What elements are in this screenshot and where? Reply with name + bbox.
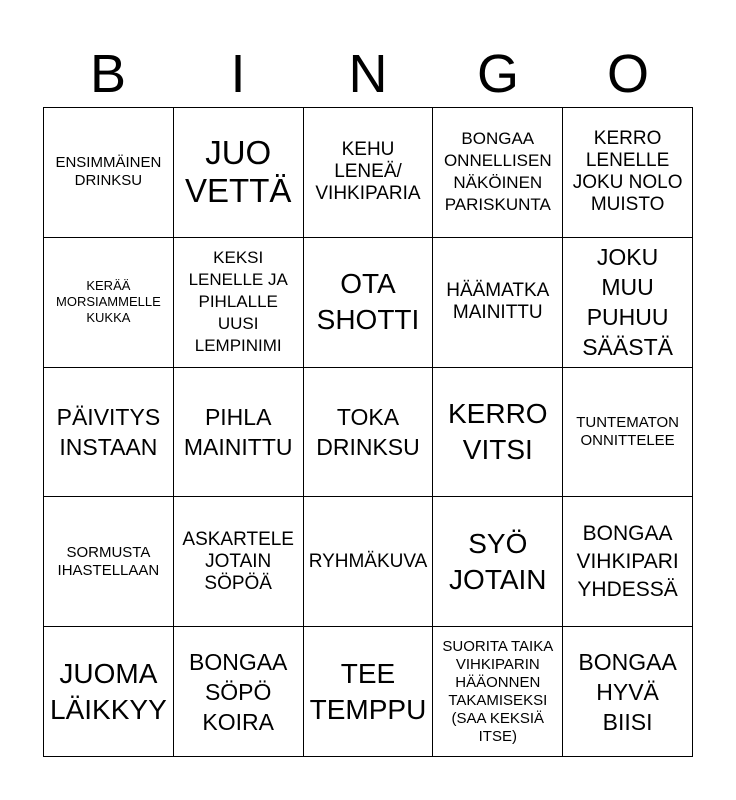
bingo-cell[interactable] xyxy=(304,627,434,757)
cell-text: OTA SHOTTI xyxy=(316,268,420,336)
cell-text: BONGAA VIHKIPARI YHDESSÄ xyxy=(576,521,679,601)
cell-text: ENSIMMÄINEN DRINKSU xyxy=(55,154,162,190)
cell-text: ASKARTELE JOTAIN SÖPÖÄ xyxy=(182,528,294,594)
bingo-cell[interactable] xyxy=(563,238,693,368)
bingo-cell[interactable] xyxy=(174,238,304,368)
bingo-cell[interactable] xyxy=(563,627,693,757)
bingo-cell[interactable] xyxy=(433,497,563,627)
cell-text: KEKSI LENELLE JA PIHLALLE UUSI LEMPINIMI xyxy=(188,248,288,356)
header-letter-n: N xyxy=(348,44,388,104)
bingo-header xyxy=(43,40,693,108)
cell-text: TUNTEMATON ONNITTELEE xyxy=(576,413,679,449)
cell-text: KERRO LENELLE JOKU NOLO MUISTO xyxy=(572,128,683,216)
bingo-cell[interactable] xyxy=(304,238,434,368)
cell-text: BONGAA SÖPÖ KOIRA xyxy=(188,648,288,735)
bingo-cell[interactable] xyxy=(433,238,563,368)
bingo-cell[interactable] xyxy=(563,368,693,498)
header-letter-g: G xyxy=(476,44,519,104)
bingo-cell[interactable] xyxy=(433,108,563,238)
cell-text: HÄÄMATKA MAINITTU xyxy=(446,280,550,324)
cell-text: KEHU LENEÄ/ VIHKIPARIA xyxy=(315,139,421,205)
header-letter-i: I xyxy=(230,44,246,104)
cell-text: SYÖ JOTAIN xyxy=(449,527,547,595)
cell-text: PIHLA MAINITTU xyxy=(183,403,293,460)
bingo-cell[interactable] xyxy=(433,627,563,757)
cell-text: KERÄÄ MORSIAMMELLE KUKKA xyxy=(56,278,161,326)
bingo-cell[interactable] xyxy=(433,368,563,498)
bingo-cell[interactable] xyxy=(44,627,174,757)
cell-text: JUOMA LÄIKKYY xyxy=(50,657,167,725)
bingo-cell[interactable] xyxy=(44,368,174,498)
bingo-cell[interactable] xyxy=(174,627,304,757)
bingo-cell[interactable] xyxy=(174,108,304,238)
cell-text: TOKA DRINKSU xyxy=(316,403,420,460)
bingo-cell[interactable] xyxy=(304,368,434,498)
bingo-cell[interactable] xyxy=(304,108,434,238)
bingo-cell[interactable] xyxy=(44,238,174,368)
bingo-cell[interactable] xyxy=(563,108,693,238)
cell-text: KERRO VITSI xyxy=(448,397,548,465)
cell-text: JUO VETTÄ xyxy=(185,134,292,210)
header-letter-o: O xyxy=(606,44,649,104)
cell-text: SORMUSTA IHASTELLAAN xyxy=(57,543,160,579)
cell-text: BONGAA HYVÄ BIISI xyxy=(578,648,677,735)
bingo-grid xyxy=(43,107,693,757)
cell-text: BONGAA ONNELLISEN NÄKÖINEN PARISKUNTA xyxy=(443,129,552,215)
cell-text: JOKU MUU PUHUU SÄÄSTÄ xyxy=(582,244,673,361)
bingo-cell[interactable] xyxy=(44,497,174,627)
header-letter-b: B xyxy=(89,44,127,104)
cell-text: PÄIVITYS INSTAAN xyxy=(56,403,161,460)
bingo-cell[interactable] xyxy=(174,368,304,498)
cell-text: RYHMÄKUVA xyxy=(308,550,428,572)
bingo-cell[interactable] xyxy=(174,497,304,627)
cell-text: TEE TEMPPU xyxy=(309,657,427,725)
bingo-cell[interactable] xyxy=(563,497,693,627)
bingo-cell[interactable] xyxy=(304,497,434,627)
cell-text: SUORITA TAIKA VIHKIPARIN HÄÄONNEN TAKAMISEKSI (SAA KEKSIÄ ITSE) xyxy=(442,637,554,745)
bingo-cell[interactable] xyxy=(44,108,174,238)
